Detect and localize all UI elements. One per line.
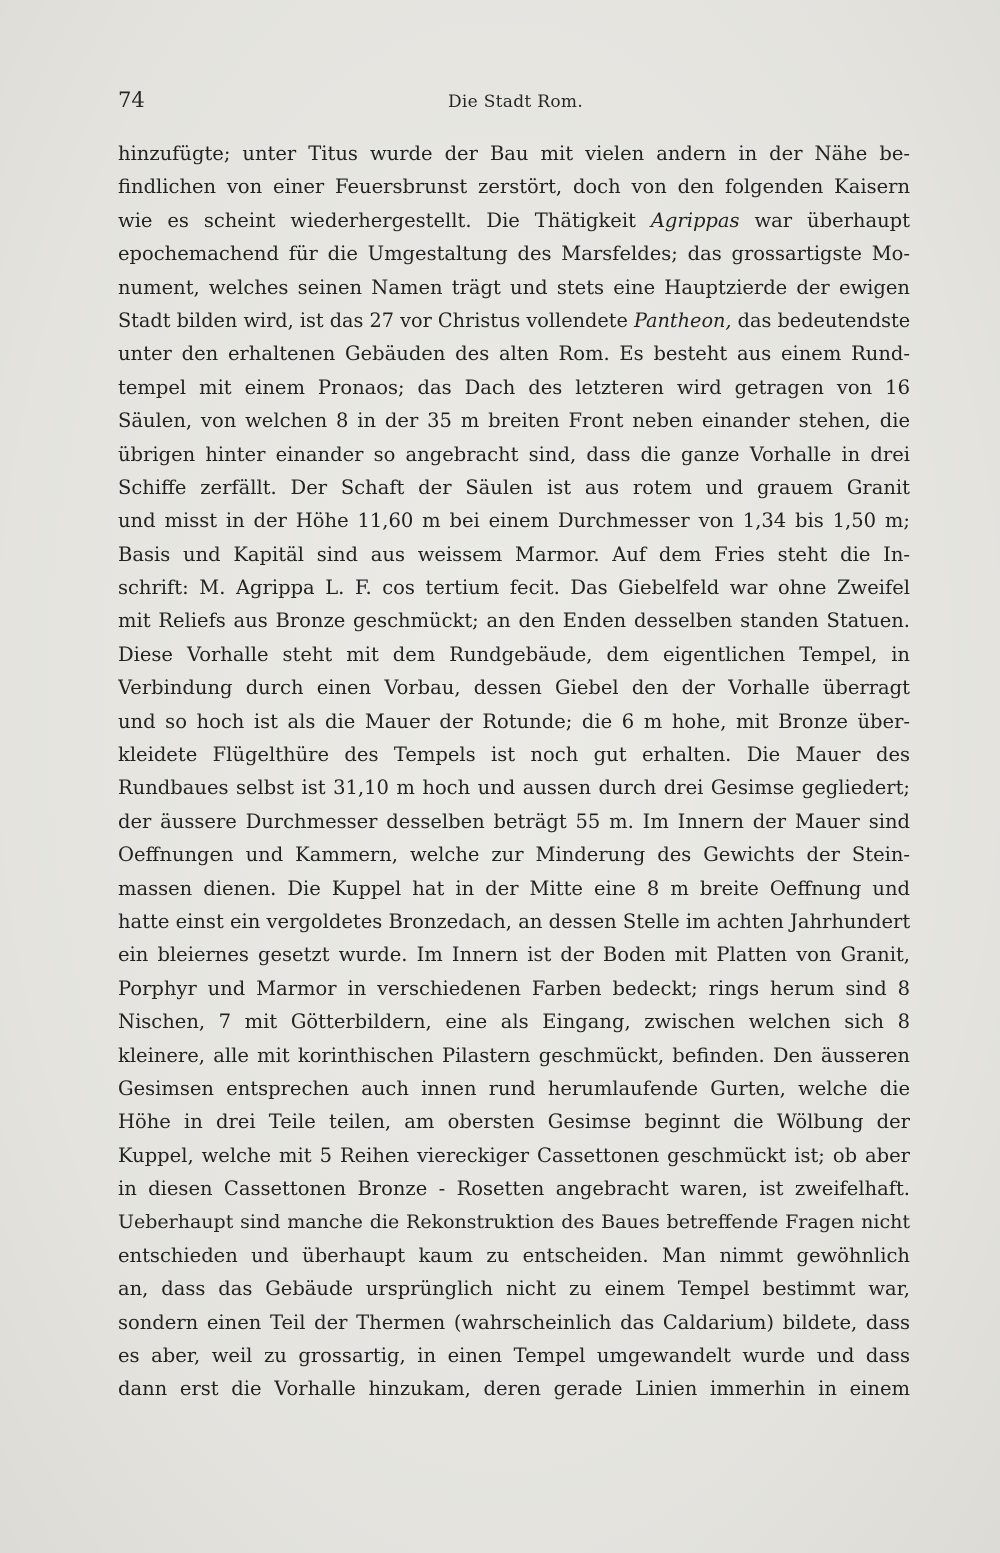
text-line xyxy=(118,304,910,337)
text-segment: wie es scheint wiederhergestellt. Die Thätigkeit xyxy=(118,208,651,232)
text-line: Porphyr und Marmor in verschiedenen Farben bedeckt; rings herum sind 8 xyxy=(118,976,910,1000)
text-line: Diese Vorhalle steht mit dem Rundgebäude, dem eigentlichen Tempel, in xyxy=(118,642,910,666)
text-line xyxy=(118,204,910,237)
text-line: Verbindung durch einen Vorbau, dessen Giebel den der Vorhalle überragt xyxy=(118,676,910,700)
text-segment: das bedeutendste xyxy=(731,308,910,332)
text-line: kleinere, alle mit korinthischen Pilastern geschmückt, befinden. Den äusseren xyxy=(118,1043,910,1067)
text-line: es aber, weil zu grossartig, in einen Tempel umgewandelt wurde und dass xyxy=(118,1344,910,1368)
text-line: mit Reliefs aus Bronze geschmückt; an den Enden desselben standen Statuen. xyxy=(118,609,910,633)
text-line: hinzufügte; unter Titus wurde der Bau mit vielen andern in der Nähe be- xyxy=(118,142,910,165)
page-header xyxy=(118,88,908,118)
text-line: epochemachend für die Umgestaltung des Marsfeldes; das grossartigste Mo- xyxy=(118,242,910,266)
body-text xyxy=(118,137,910,1406)
italic-name-pantheon: Pantheon, xyxy=(633,308,732,332)
text-line: Schiffe zerfällt. Der Schaft der Säulen ist aus rotem und grauem Granit xyxy=(118,475,910,499)
text-line: nument, welches seinen Namen trägt und stets eine Hauptzierde der ewigen xyxy=(118,275,910,299)
text-line: dann erst die Vorhalle hinzukam, deren gerade Linien immerhin in einem xyxy=(118,1377,910,1401)
text-line: in diesen Cassettonen Bronze - Rosetten angebracht waren, ist zweifelhaft. xyxy=(118,1177,910,1201)
text-line: der äussere Durchmesser desselben beträgt 55 m. Im Innern der Mauer sind xyxy=(118,809,910,833)
text-line: übrigen hinter einander so angebracht sind, dass die ganze Vorhalle in drei xyxy=(118,442,910,466)
text-line: Nischen, 7 mit Götterbildern, eine als Eingang, zwischen welchen sich 8 xyxy=(118,1010,910,1034)
text-line: ein bleiernes gesetzt wurde. Im Innern ist der Boden mit Platten von Granit, xyxy=(118,943,910,967)
text-line: unter den erhaltenen Gebäuden des alten Rom. Es besteht aus einem Rund- xyxy=(118,342,910,366)
text-line: massen dienen. Die Kuppel hat in der Mitte eine 8 m breite Oeffnung und xyxy=(118,876,910,900)
text-line: hatte einst ein vergoldetes Bronzedach, an dessen Stelle im achten Jahrhundert xyxy=(118,909,910,933)
text-line: sondern einen Teil der Thermen (wahrscheinlich das Caldarium) bildete, dass xyxy=(118,1310,910,1334)
text-segment: war überhaupt xyxy=(739,208,910,232)
text-line: Gesimsen entsprechen auch innen rund herumlaufende Gurten, welche die xyxy=(118,1076,910,1100)
text-line: und so hoch ist als die Mauer der Rotunde; die 6 m hohe, mit Bronze über- xyxy=(118,709,910,733)
text-line: kleidete Flügelthüre des Tempels ist noch gut erhalten. Die Mauer des xyxy=(118,743,910,767)
text-line: Rundbaues selbst ist 31,10 m hoch und aussen durch drei Gesimse gegliedert; xyxy=(118,776,910,800)
text-line: findlichen von einer Feuersbrunst zerstört, doch von den folgenden Kaisern xyxy=(118,175,910,199)
text-line: entschieden und überhaupt kaum zu entscheiden. Man nimmt gewöhnlich xyxy=(118,1243,910,1267)
text-line: und misst in der Höhe 11,60 m bei einem Durchmesser von 1,34 bis 1,50 m; xyxy=(118,509,910,533)
text-line: an, dass das Gebäude ursprünglich nicht zu einem Tempel bestimmt war, xyxy=(118,1277,910,1301)
page-number: 74 xyxy=(118,88,145,112)
text-line: Basis und Kapitäl sind aus weissem Marmor. Auf dem Fries steht die In- xyxy=(118,542,910,566)
text-segment: Stadt bilden wird, ist das 27 vor Christus vollendete xyxy=(118,308,634,332)
text-line: Ueberhaupt sind manche die Rekonstruktion des Baues betreffende Fragen nicht xyxy=(118,1210,910,1233)
text-line: Oeffnungen und Kammern, welche zur Minderung des Gewichts der Stein- xyxy=(118,843,910,867)
text-line: schrift: M. Agrippa L. F. cos tertium fecit. Das Giebelfeld war ohne Zweifel xyxy=(118,576,910,600)
running-head: Die Stadt Rom. xyxy=(448,92,584,112)
italic-name-agrippas: Agrippas xyxy=(650,208,740,232)
text-line: Kuppel, welche mit 5 Reihen viereckiger Cassettonen geschmückt ist; ob aber xyxy=(118,1143,910,1167)
text-line: Säulen, von welchen 8 in der 35 m breiten Front neben einander stehen, die xyxy=(118,409,910,433)
text-line: tempel mit einem Pronaos; das Dach des letzteren wird getragen von 16 xyxy=(118,375,910,399)
text-line: Höhe in drei Teile teilen, am obersten Gesimse beginnt die Wölbung der xyxy=(118,1110,910,1134)
